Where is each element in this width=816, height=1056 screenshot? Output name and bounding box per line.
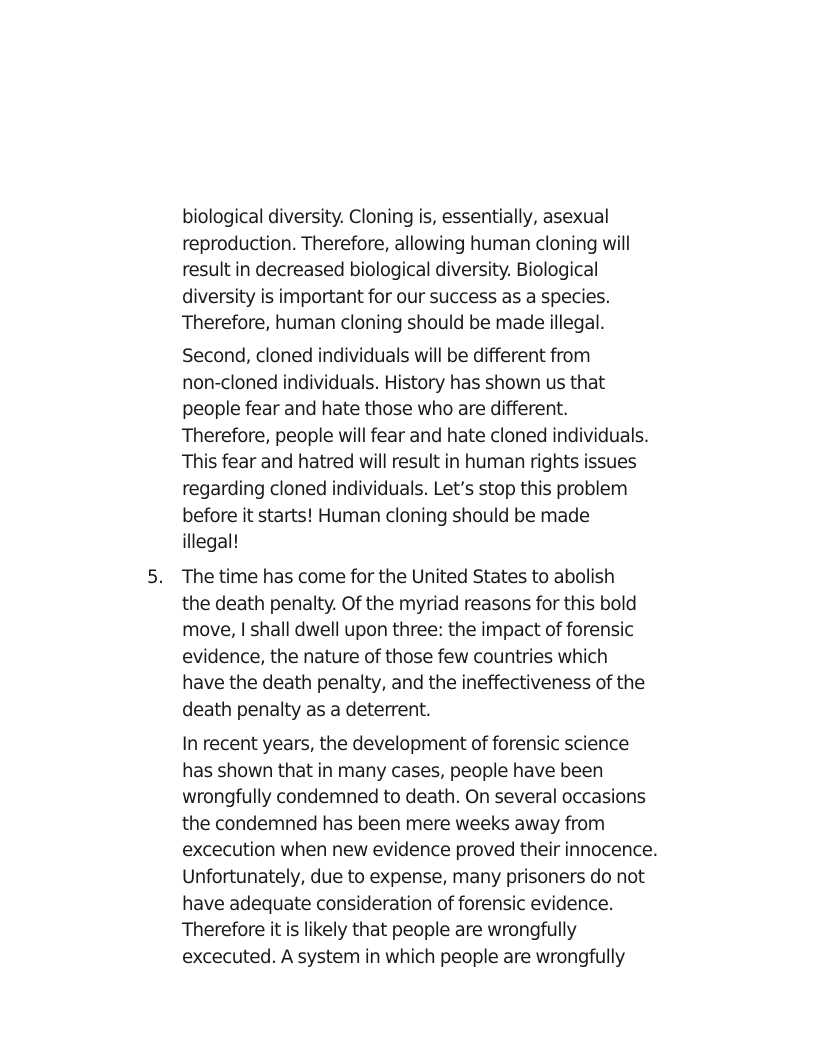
text-line: evidence, the nature of those few countries which xyxy=(182,646,608,668)
list-item-number: 5. xyxy=(147,567,164,588)
paragraph-death-penalty-intro xyxy=(182,565,702,725)
text-line: biological diversity. Cloning is, essentially, asexual xyxy=(182,207,609,228)
paragraph-forensic-science xyxy=(182,732,702,971)
text-line: death penalty as a deterrent. xyxy=(182,699,431,721)
text-line: the condemned has been mere weeks away from xyxy=(182,813,605,835)
text-line: the death penalty. Of the myriad reasons for this bold xyxy=(182,593,637,615)
text-line: reproduction. Therefore, allowing human cloning will xyxy=(182,233,630,255)
text-line: wrongfully condemned to death. On several occasions xyxy=(182,787,646,809)
text-line: Therefore, people will fear and hate cloned individuals. xyxy=(182,425,649,447)
text-line: people fear and hate those who are different. xyxy=(182,399,568,421)
text-line: has shown that in many cases, people have been xyxy=(182,760,604,782)
text-line: have the death penalty, and the ineffectiveness of the xyxy=(182,673,645,695)
text-line: Unfortunately, due to expense, many prisoners do not xyxy=(182,866,645,888)
text-line: This fear and hatred will result in human rights issues xyxy=(182,452,637,474)
paragraph-cloning-biodiversity xyxy=(182,205,702,338)
text-line: result in decreased biological diversity. Biological xyxy=(182,260,599,282)
text-line: regarding cloned individuals. Let’s stop this problem xyxy=(182,478,628,500)
text-line: Therefore it is likely that people are wrongfully xyxy=(182,920,577,942)
text-line: non-cloned individuals. History has shown us that xyxy=(182,372,605,394)
text-line: The time has come for the United States to abolish xyxy=(182,567,615,588)
text-line: diversity is important for our success as a species. xyxy=(182,286,611,308)
text-line: Therefore, human cloning should be made illegal. xyxy=(182,313,605,335)
text-line: have adequate consideration of forensic evidence. xyxy=(182,893,614,915)
text-line: before it starts! Human cloning should be made xyxy=(182,505,590,527)
text-line: illegal! xyxy=(182,532,239,554)
text-line: Second, cloned individuals will be different from xyxy=(182,346,591,367)
text-line: In recent years, the development of forensic science xyxy=(182,734,629,755)
paragraph-cloned-individuals xyxy=(182,344,702,557)
text-line: excecuted. A system in which people are wrongfully xyxy=(182,946,625,968)
text-line: move, I shall dwell upon three: the impact of forensic xyxy=(182,620,634,642)
text-line: excecution when new evidence proved their innocence. xyxy=(182,840,658,862)
